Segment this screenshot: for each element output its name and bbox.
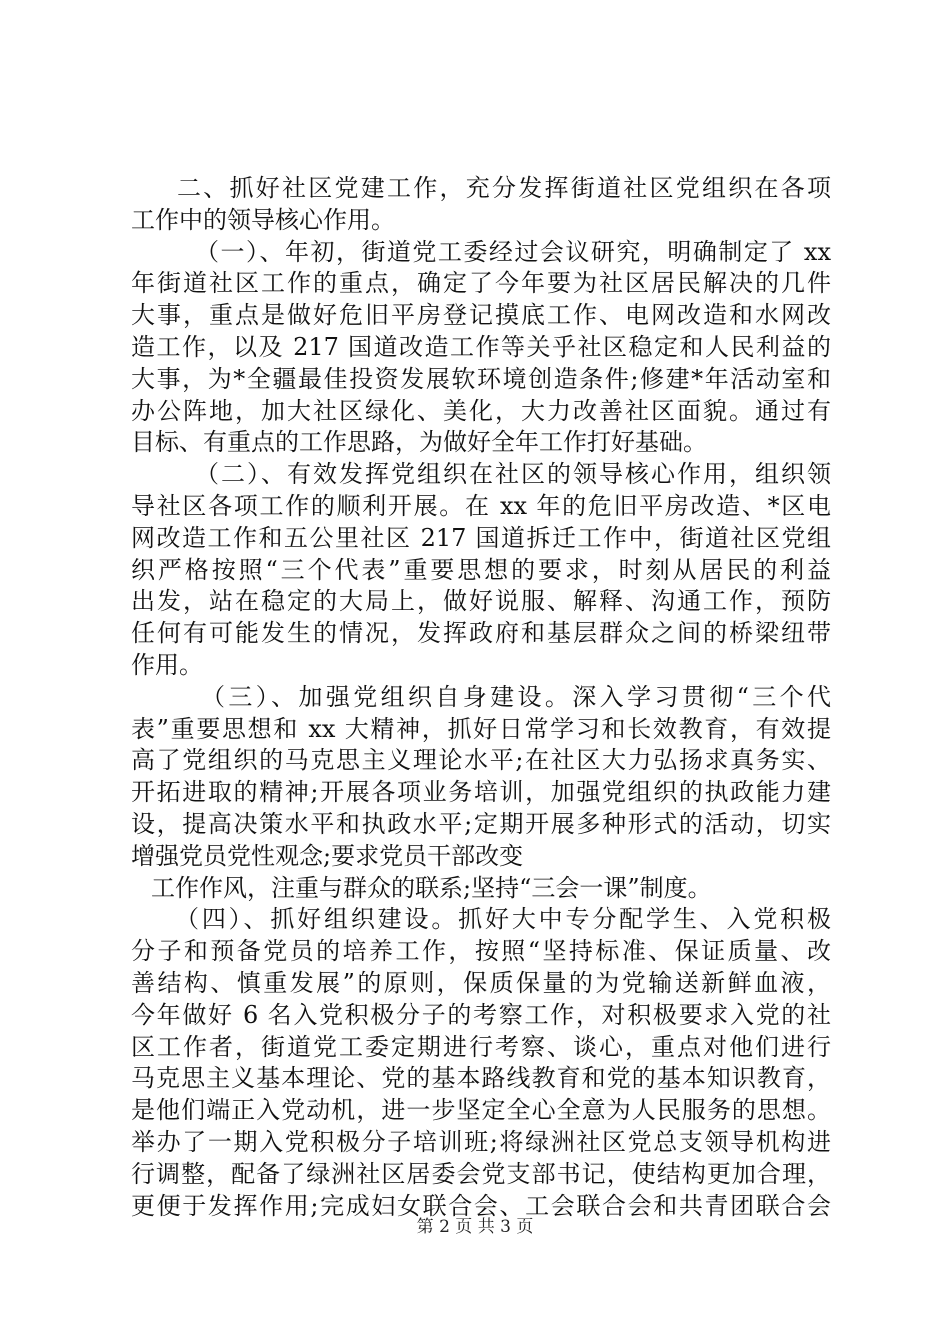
- text-line: 今年做好 6 名入党积极分子的考察工作，对积极要求入党的社: [131, 1000, 831, 1029]
- text-line: 分子和预备党员的培养工作，按照“坚持标准、保证质量、改: [131, 937, 831, 966]
- text-line: （四）、抓好组织建设。抓好大中专分配学生、入党积极: [175, 905, 831, 934]
- text-line: 设，提高决策水平和执政水平;定期开展多种形式的活动，切实: [131, 809, 831, 838]
- text-line: 高了党组织的马克思主义理论水平;在社区大力弘扬求真务实、: [131, 746, 831, 775]
- text-line: 网改造工作和五公里社区 217 国道拆迁工作中，街道社区党组: [131, 523, 831, 552]
- text-line: 二、抓好社区党建工作，充分发挥街道社区党组织在各项: [177, 174, 831, 202]
- text-line: 工作中的领导核心作用。: [131, 205, 395, 234]
- text-line: （一）、年初，街道党工委经过会议研究，明确制定了 xx: [195, 237, 831, 266]
- page-number: 第 2 页 共 3 页: [416, 1217, 534, 1237]
- text-line: 区工作者，街道党工委定期进行考察、谈心，重点对他们进行: [131, 1032, 831, 1061]
- text-line: 表”重要思想和 xx 大精神，抓好日常学习和长效教育，有效提: [131, 714, 831, 743]
- paragraph-item-two: [131, 459, 831, 682]
- paragraph-section-two: [131, 173, 831, 237]
- text-line: 造工作，以及 217 国道改造工作等关乎社区稳定和人民利益的: [131, 332, 831, 361]
- text-line: 作用。: [131, 650, 203, 679]
- paragraph-item-three: [131, 682, 831, 873]
- text-line: 善结构、慎重发展”的原则，保质保量的为党输送新鲜血液，: [131, 968, 831, 997]
- text-line: 更便于发挥作用;完成妇女联合会、工会联合会和共青团联合会: [131, 1191, 831, 1220]
- paragraph-item-one: [131, 237, 831, 460]
- text-line: 任何有可能发生的情况，发挥政府和基层群众之间的桥梁纽带: [131, 619, 831, 648]
- text-line: 目标、有重点的工作思路，为做好全年工作打好基础。: [131, 428, 707, 457]
- text-line: 年街道社区工作的重点，确定了今年要为社区居民解决的几件: [131, 269, 831, 298]
- page-footer: [0, 1216, 950, 1238]
- text-line: 出发，站在稳定的大局上，做好说服、解释、沟通工作，预防: [131, 587, 831, 616]
- text-line: 是他们端正入党动机，进一步坚定全心全意为人民服务的思想。: [131, 1096, 831, 1125]
- document-body: [131, 173, 831, 1222]
- text-line: 马克思主义基本理论、党的基本路线教育和党的基本知识教育，: [131, 1064, 831, 1093]
- text-line: 工作作风，注重与群众的联系;坚持“三会一课”制度。: [151, 873, 712, 902]
- text-line: 开拓进取的精神;开展各项业务培训，加强党组织的执政能力建: [131, 778, 831, 807]
- text-line: （二）、有效发挥党组织在社区的领导核心作用，组织领: [195, 460, 831, 489]
- text-line: 办公阵地，加大社区绿化、美化，大力改善社区面貌。通过有: [131, 396, 831, 425]
- text-line: （三）、加强党组织自身建设。深入学习贯彻“三个代: [201, 682, 831, 711]
- text-line: 大事，为*全疆最佳投资发展软环境创造条件;修建*年活动室和: [131, 364, 831, 393]
- paragraph-item-four: [131, 904, 831, 1222]
- text-line: 增强党员党性观念;要求党员干部改变: [131, 841, 524, 870]
- paragraph-continuation: [131, 873, 831, 905]
- text-line: 导社区各项工作的顺利开展。在 xx 年的危旧平房改造、*区电: [131, 491, 831, 520]
- text-line: 举办了一期入党积极分子培训班;将绿洲社区党总支领导机构进: [131, 1127, 831, 1156]
- text-line: 大事，重点是做好危旧平房登记摸底工作、电网改造和水网改: [131, 301, 831, 330]
- text-line: 行调整，配备了绿洲社区居委会党支部书记，使结构更加合理，: [131, 1159, 831, 1188]
- text-line: 织严格按照“三个代表”重要思想的要求，时刻从居民的利益: [131, 555, 831, 584]
